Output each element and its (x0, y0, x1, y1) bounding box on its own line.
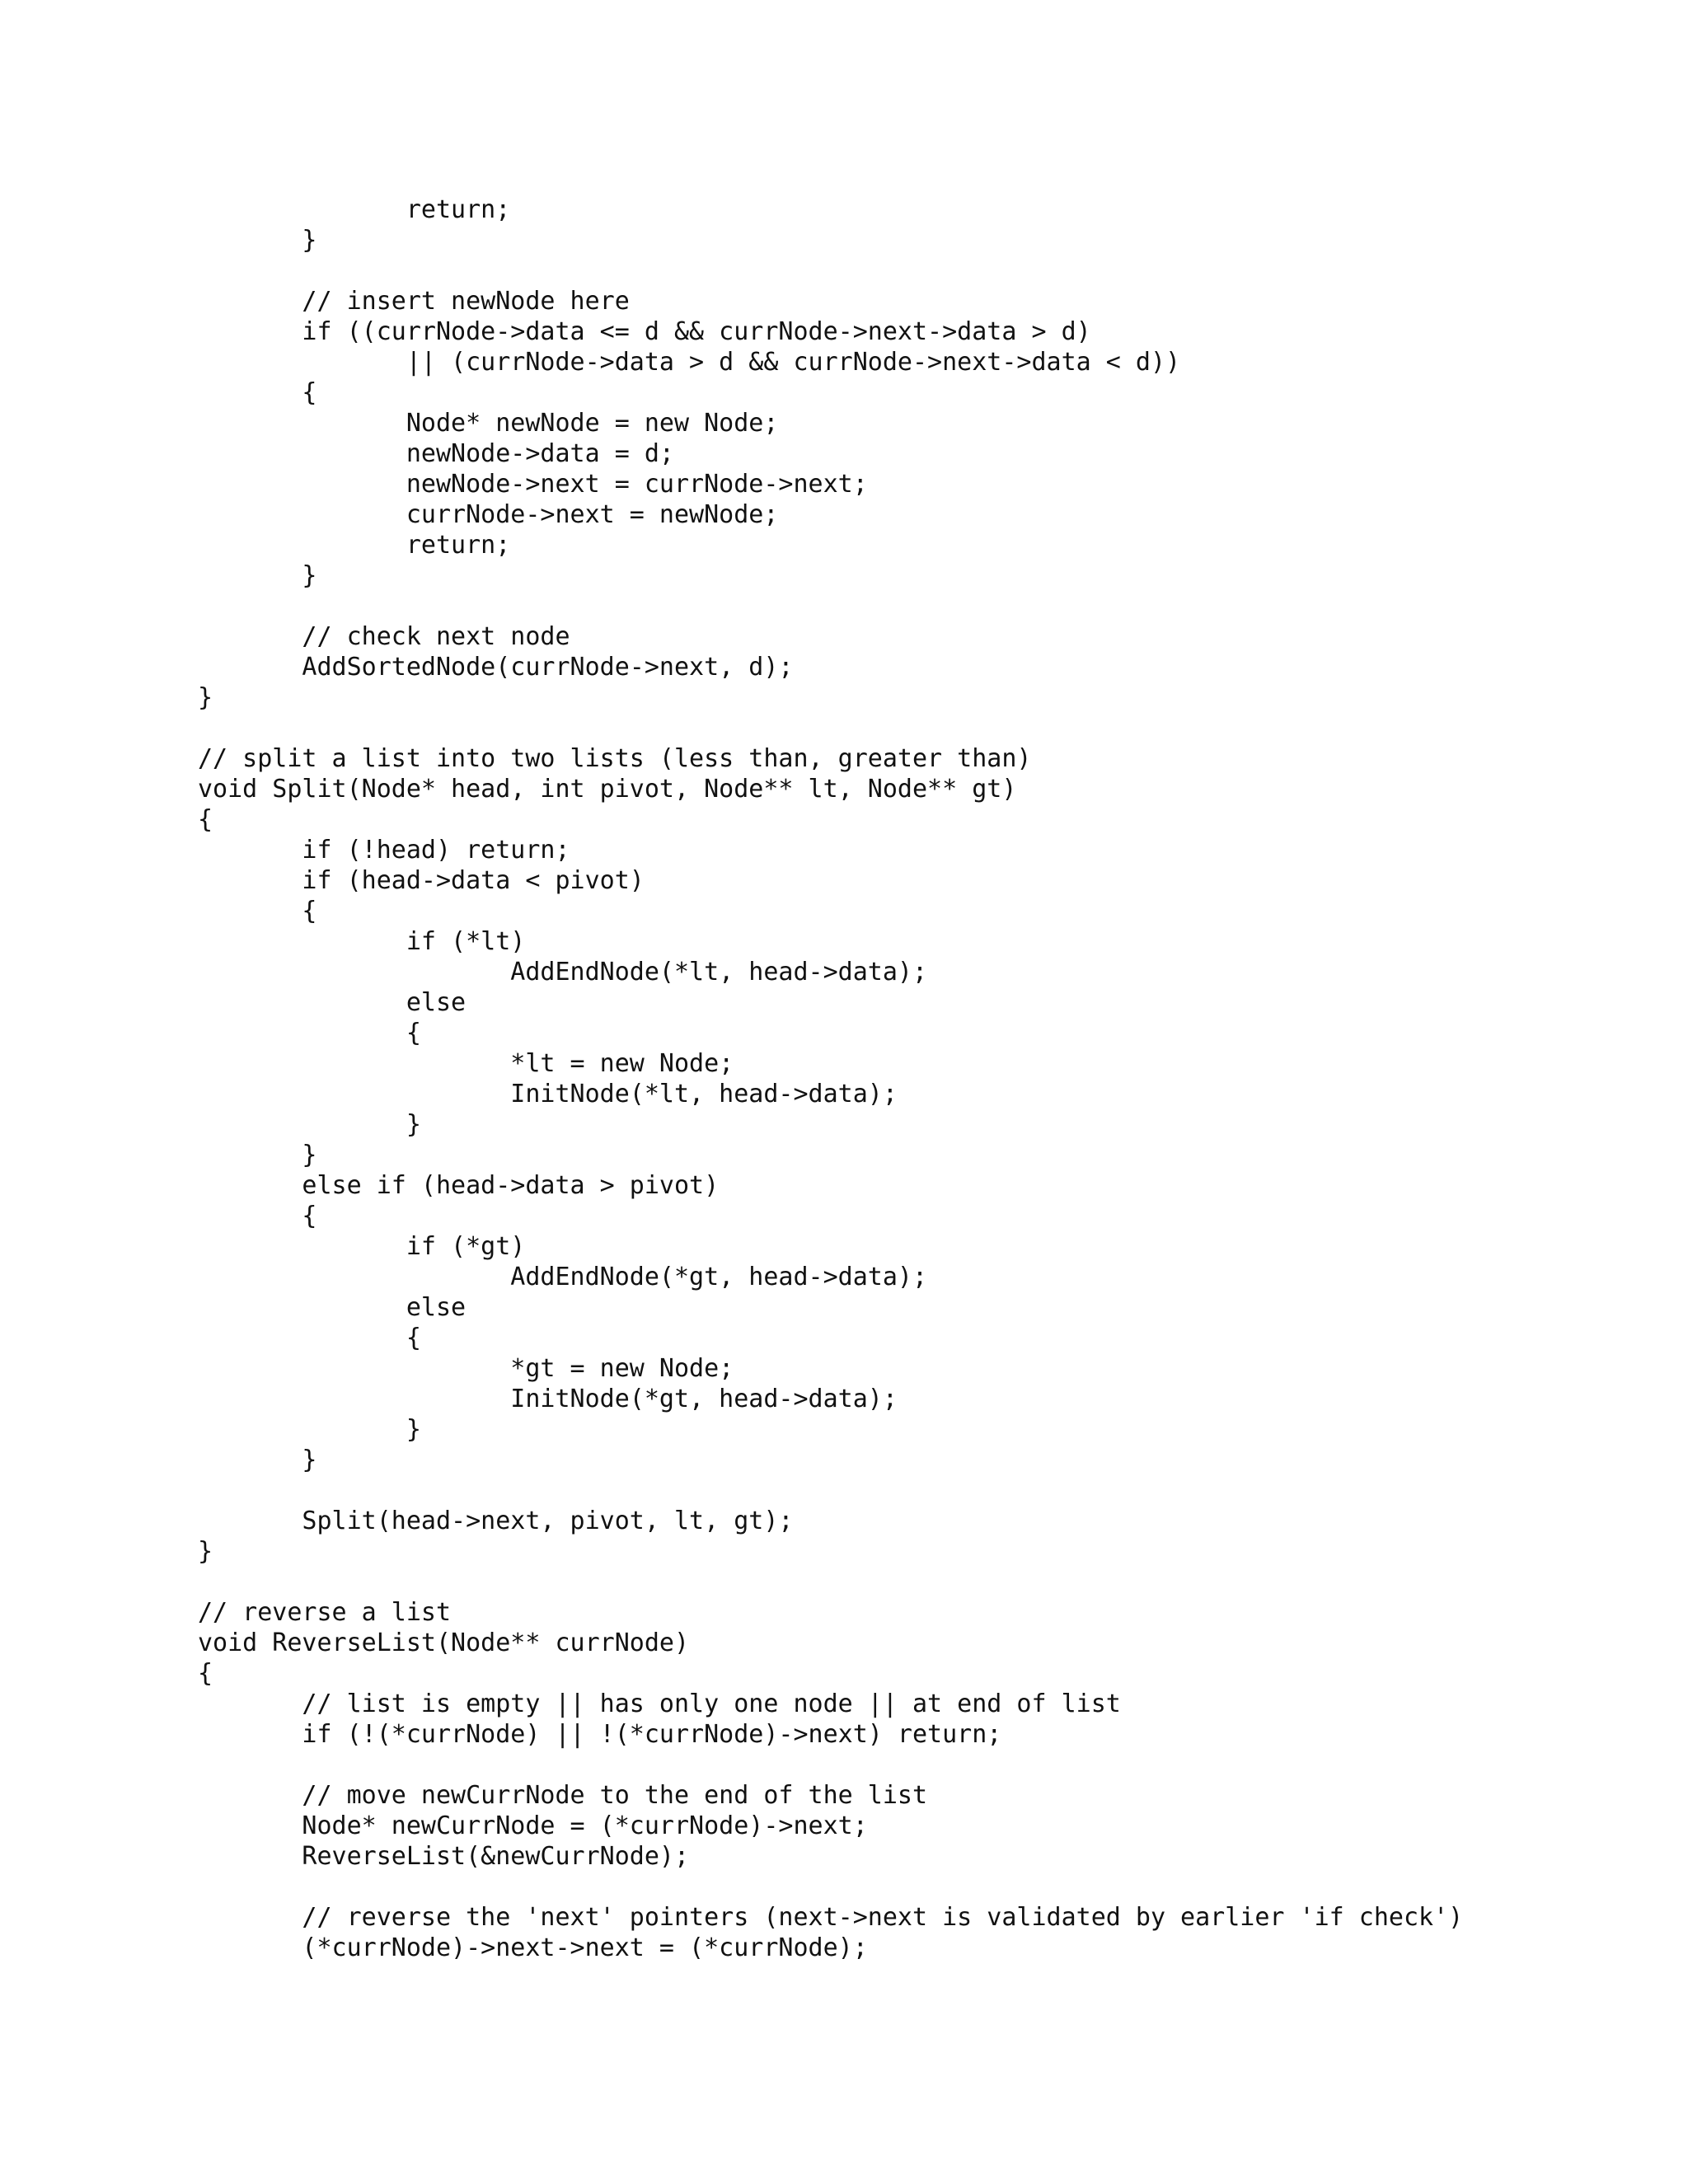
code-line: { (198, 1202, 317, 1230)
code-line (198, 1872, 1463, 1902)
code-line: || (currNode->data > d && currNode->next->data < d)) (198, 348, 1181, 377)
code-line: AddEndNode(*gt, head->data); (198, 1263, 928, 1291)
code-line (198, 591, 1463, 621)
code-line: return; (198, 531, 511, 560)
code-line: newNode->data = d; (198, 439, 674, 468)
code-line: // check next node (198, 622, 570, 651)
code-line: void Split(Node* head, int pivot, Node** lt, Node** gt) (198, 775, 1017, 804)
code-line: { (198, 1659, 213, 1688)
code-line: (*currNode)->next->next = (*currNode); (198, 1933, 868, 1962)
code-line: AddSortedNode(currNode->next, d); (198, 653, 794, 682)
code-line: else (198, 988, 467, 1017)
code-line (198, 1475, 1463, 1506)
code-line: } (198, 1415, 421, 1444)
code-listing (198, 194, 1463, 1963)
code-line: AddEndNode(*lt, head->data); (198, 958, 928, 987)
code-line: if (*lt) (198, 927, 526, 956)
code-line: } (198, 683, 213, 712)
code-line: // move newCurrNode to the end of the list (198, 1781, 928, 1810)
code-line (198, 255, 1463, 286)
code-line: *lt = new Node; (198, 1049, 734, 1078)
code-line: } (198, 1141, 317, 1169)
code-line: } (198, 561, 317, 590)
code-line: // reverse the 'next' pointers (next->next is validated by earlier 'if check') (198, 1903, 1464, 1932)
code-line: { (198, 805, 213, 834)
code-line: else (198, 1293, 467, 1322)
code-line: return; (198, 195, 511, 224)
code-line: if (*gt) (198, 1232, 526, 1261)
code-line: InitNode(*gt, head->data); (198, 1385, 898, 1413)
code-line (198, 713, 1463, 743)
code-line: InitNode(*lt, head->data); (198, 1080, 898, 1108)
code-line: if (!head) return; (198, 836, 570, 865)
code-line: Node* newNode = new Node; (198, 409, 779, 438)
code-line: if (head->data < pivot) (198, 866, 645, 895)
code-line: // insert newNode here (198, 287, 630, 316)
code-line: // list is empty || has only one node || at end of list (198, 1690, 1121, 1718)
code-line: void ReverseList(Node** currNode) (198, 1629, 690, 1657)
code-line: if (!(*currNode) || !(*currNode)->next) return; (198, 1720, 1002, 1749)
code-line: } (198, 1537, 213, 1566)
code-line: } (198, 1110, 421, 1139)
code-line: else if (head->data > pivot) (198, 1171, 720, 1200)
code-line: { (198, 1324, 421, 1352)
code-line: // split a list into two lists (less than, greater than) (198, 744, 1032, 773)
code-line: ReverseList(&newCurrNode); (198, 1842, 690, 1871)
code-line: // reverse a list (198, 1598, 452, 1627)
code-line: { (198, 378, 317, 407)
code-line: *gt = new Node; (198, 1354, 734, 1383)
code-line (198, 1750, 1463, 1780)
code-line: { (198, 897, 317, 926)
code-line: currNode->next = newNode; (198, 500, 779, 529)
code-line (198, 1567, 1463, 1597)
code-line: } (198, 1446, 317, 1474)
code-line: { (198, 1019, 421, 1047)
code-line: if ((currNode->data <= d && currNode->next->data > d) (198, 317, 1091, 346)
code-line: Split(head->next, pivot, lt, gt); (198, 1507, 794, 1535)
code-line: newNode->next = currNode->next; (198, 470, 868, 499)
code-line: } (198, 226, 317, 255)
code-line: Node* newCurrNode = (*currNode)->next; (198, 1811, 868, 1840)
